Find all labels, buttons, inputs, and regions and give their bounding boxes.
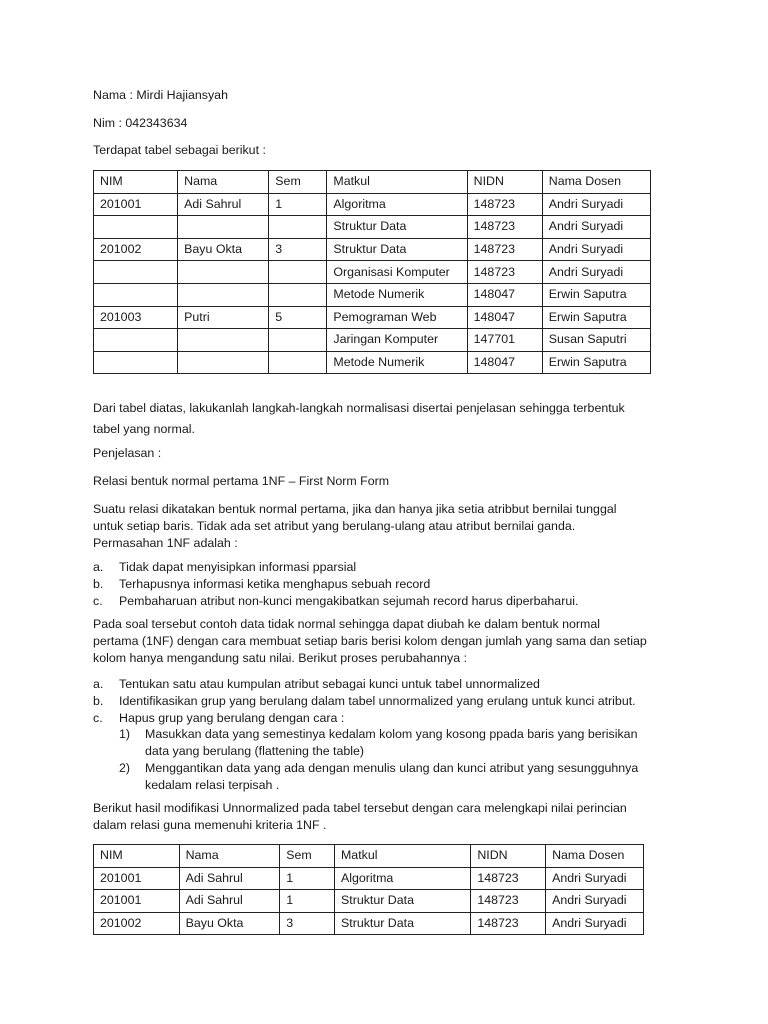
table-cell: 1: [280, 867, 335, 890]
header-cell: NIDN: [467, 171, 542, 194]
table-cell: Organisasi Komputer: [327, 261, 467, 284]
list-item: [93, 676, 673, 693]
section-title: Relasi bentuk normal pertama 1NF – First Norm Form: [93, 474, 390, 488]
table-cell: 3: [280, 912, 335, 935]
table-cell: [94, 351, 178, 374]
paragraph-line: untuk setiap baris. Tidak ada set atribut yang berulang-ulang atau atribut bernilai ganda.: [93, 519, 576, 533]
header-cell: Matkul: [334, 845, 470, 868]
table-cell: 148723: [467, 216, 542, 239]
table-cell: 201001: [94, 193, 178, 216]
list-text: Identifikasikan grup yang berulang dalam tabel unnormalized yang erulang untuk kunci atribut.: [119, 694, 636, 708]
header-cell: Sem: [269, 171, 327, 194]
table-cell: Adi Sahrul: [179, 867, 280, 890]
table-cell: [178, 283, 269, 306]
table-cell: [178, 261, 269, 284]
table-cell: Metode Numerik: [327, 351, 467, 374]
table-row: [94, 912, 644, 935]
paragraph-line: Dari tabel diatas, lakukanlah langkah-langkah normalisasi disertai penjelasan sehingga terbentuk: [93, 401, 625, 415]
table-cell: 147701: [467, 329, 542, 352]
list-item: [93, 693, 673, 710]
table-row: [94, 261, 651, 284]
table-cell: 148723: [467, 238, 542, 261]
list-text: Pembaharuan atribut non-kunci mengakibatkan sejumah record harus diperbaharui.: [119, 594, 579, 608]
table-cell: Andri Suryadi: [542, 261, 650, 284]
table-cell: Andri Suryadi: [542, 216, 650, 239]
steps-list: [93, 676, 673, 727]
header-cell: Nama Dosen: [546, 845, 644, 868]
table-cell: Andri Suryadi: [542, 193, 650, 216]
paragraph-line: Suatu relasi dikatakan bentuk normal pertama, jika dan hanya jika setia atribbut bernilai tunggal: [93, 502, 617, 516]
result-paragraph: [93, 800, 663, 834]
table-cell: 148723: [471, 912, 546, 935]
list-marker: c.: [93, 594, 103, 608]
problems-list: [93, 559, 673, 610]
table-cell: Metode Numerik: [327, 283, 467, 306]
table-cell: Putri: [178, 306, 269, 329]
table-cell: 201002: [94, 238, 178, 261]
header-cell: Sem: [280, 845, 335, 868]
header-cell: Nama Dosen: [542, 171, 650, 194]
table-cell: [178, 216, 269, 239]
table-row: [94, 216, 651, 239]
list-marker: b.: [93, 577, 104, 591]
list-text: data yang berulang (flattening the table): [145, 744, 365, 758]
list-marker: a.: [93, 560, 104, 574]
table-cell: Struktur Data: [327, 238, 467, 261]
student-nim: Nim : 042343634: [93, 116, 188, 130]
table-cell: [269, 351, 327, 374]
list-marker: 1): [119, 727, 131, 741]
table-header-row: [94, 845, 644, 868]
table-cell: [94, 216, 178, 239]
list-item: [93, 593, 673, 610]
table-row: [94, 283, 651, 306]
list-marker: b.: [93, 694, 104, 708]
table-cell: Bayu Okta: [179, 912, 280, 935]
table-row: [94, 351, 651, 374]
table-cell: Erwin Saputra: [542, 351, 650, 374]
table-row: [94, 890, 644, 913]
list-text: Menggantikan data yang ada dengan menulis ulang dan kunci atribut yang sesungguhnya: [145, 761, 639, 775]
table-header-row: [94, 171, 651, 194]
student-name: Nama : Mirdi Hajiansyah: [93, 88, 228, 102]
list-text: kedalam relasi terpisah .: [145, 778, 280, 792]
list-text: Terhapusnya informasi ketika menghapus sebuah record: [119, 577, 431, 591]
table-cell: 3: [269, 238, 327, 261]
table-cell: 148723: [471, 890, 546, 913]
table-cell: Struktur Data: [334, 890, 470, 913]
penjelasan-label: Penjelasan :: [93, 446, 162, 460]
question-paragraph: [93, 400, 663, 438]
unnormalized-table: [93, 170, 651, 374]
table-row: [94, 329, 651, 352]
paragraph-line: Permasahan 1NF adalah :: [93, 536, 238, 550]
definition-paragraph: [93, 501, 663, 552]
table-cell: [269, 261, 327, 284]
header-cell: NIM: [94, 171, 178, 194]
table-cell: 1: [269, 193, 327, 216]
table-cell: Andri Suryadi: [546, 890, 644, 913]
paragraph-line: Berikut hasil modifikasi Unnormalized pada tabel tersebut dengan cara melengkapi nilai perincian: [93, 801, 627, 815]
list-text: Tentukan satu atau kumpulan atribut sebagai kunci untuk tabel unnormalized: [119, 677, 540, 691]
table-row: [94, 238, 651, 261]
table-cell: 201003: [94, 306, 178, 329]
table-cell: Algoritma: [327, 193, 467, 216]
table-cell: [269, 216, 327, 239]
table-intro: Terdapat tabel sebagai berikut :: [93, 143, 266, 157]
header-cell: NIDN: [471, 845, 546, 868]
table-cell: 201002: [94, 912, 180, 935]
table-cell: [178, 351, 269, 374]
table-cell: 148723: [467, 261, 542, 284]
paragraph-line: dalam relasi guna memenuhi kriteria 1NF .: [93, 818, 327, 832]
paragraph-line: tabel yang normal.: [93, 422, 195, 436]
table-cell: 201001: [94, 867, 180, 890]
list-text: Hapus grup yang berulang dengan cara :: [119, 711, 345, 725]
paragraph-line: pertama (1NF) dengan cara membuat setiap baris berisi kolom dengan jumlah yang sama dan setiap: [93, 634, 647, 648]
table-cell: [269, 329, 327, 352]
table-cell: 148723: [467, 193, 542, 216]
table-row: [94, 193, 651, 216]
header-cell: Matkul: [327, 171, 467, 194]
list-item: [93, 710, 673, 727]
table-cell: [94, 283, 178, 306]
paragraph-line: Pada soal tersebut contoh data tidak normal sehingga dapat diubah ke dalam bentuk normal: [93, 617, 600, 631]
table-cell: Erwin Saputra: [542, 283, 650, 306]
table-cell: Erwin Saputra: [542, 306, 650, 329]
table-cell: 1: [280, 890, 335, 913]
table-cell: Struktur Data: [327, 216, 467, 239]
header-cell: NIM: [94, 845, 180, 868]
table-cell: Susan Saputri: [542, 329, 650, 352]
table-row: [94, 306, 651, 329]
table-cell: Pemograman Web: [327, 306, 467, 329]
table-cell: Adi Sahrul: [178, 193, 269, 216]
table-cell: Algoritma: [334, 867, 470, 890]
table-cell: 148047: [467, 306, 542, 329]
table-cell: [94, 261, 178, 284]
table-cell: 148047: [467, 351, 542, 374]
table-cell: Andri Suryadi: [546, 867, 644, 890]
table-row: [94, 867, 644, 890]
list-item: [93, 559, 673, 576]
table-cell: 148723: [471, 867, 546, 890]
explanation-paragraph: [93, 616, 663, 667]
table-cell: [94, 329, 178, 352]
list-item: [93, 576, 673, 593]
table-cell: [178, 329, 269, 352]
table-cell: Andri Suryadi: [542, 238, 650, 261]
paragraph-line: kolom hanya mengandung satu nilai. Berikut proses perubahannya :: [93, 651, 468, 665]
table-cell: Struktur Data: [334, 912, 470, 935]
table-cell: [269, 283, 327, 306]
header-cell: Nama: [178, 171, 269, 194]
table-cell: Adi Sahrul: [179, 890, 280, 913]
list-marker: c.: [93, 711, 103, 725]
table-cell: Bayu Okta: [178, 238, 269, 261]
list-text: Masukkan data yang semestinya kedalam kolom yang kosong ppada baris yang berisikan: [145, 727, 638, 741]
table-cell: Jaringan Komputer: [327, 329, 467, 352]
list-text: Tidak dapat menyisipkan informasi pparsial: [119, 560, 357, 574]
table-cell: 201001: [94, 890, 180, 913]
header-cell: Nama: [179, 845, 280, 868]
table-cell: 148047: [467, 283, 542, 306]
first-normal-form-table: [93, 844, 644, 935]
table-cell: Andri Suryadi: [546, 912, 644, 935]
list-marker: a.: [93, 677, 104, 691]
table-cell: 5: [269, 306, 327, 329]
list-marker: 2): [119, 761, 131, 775]
